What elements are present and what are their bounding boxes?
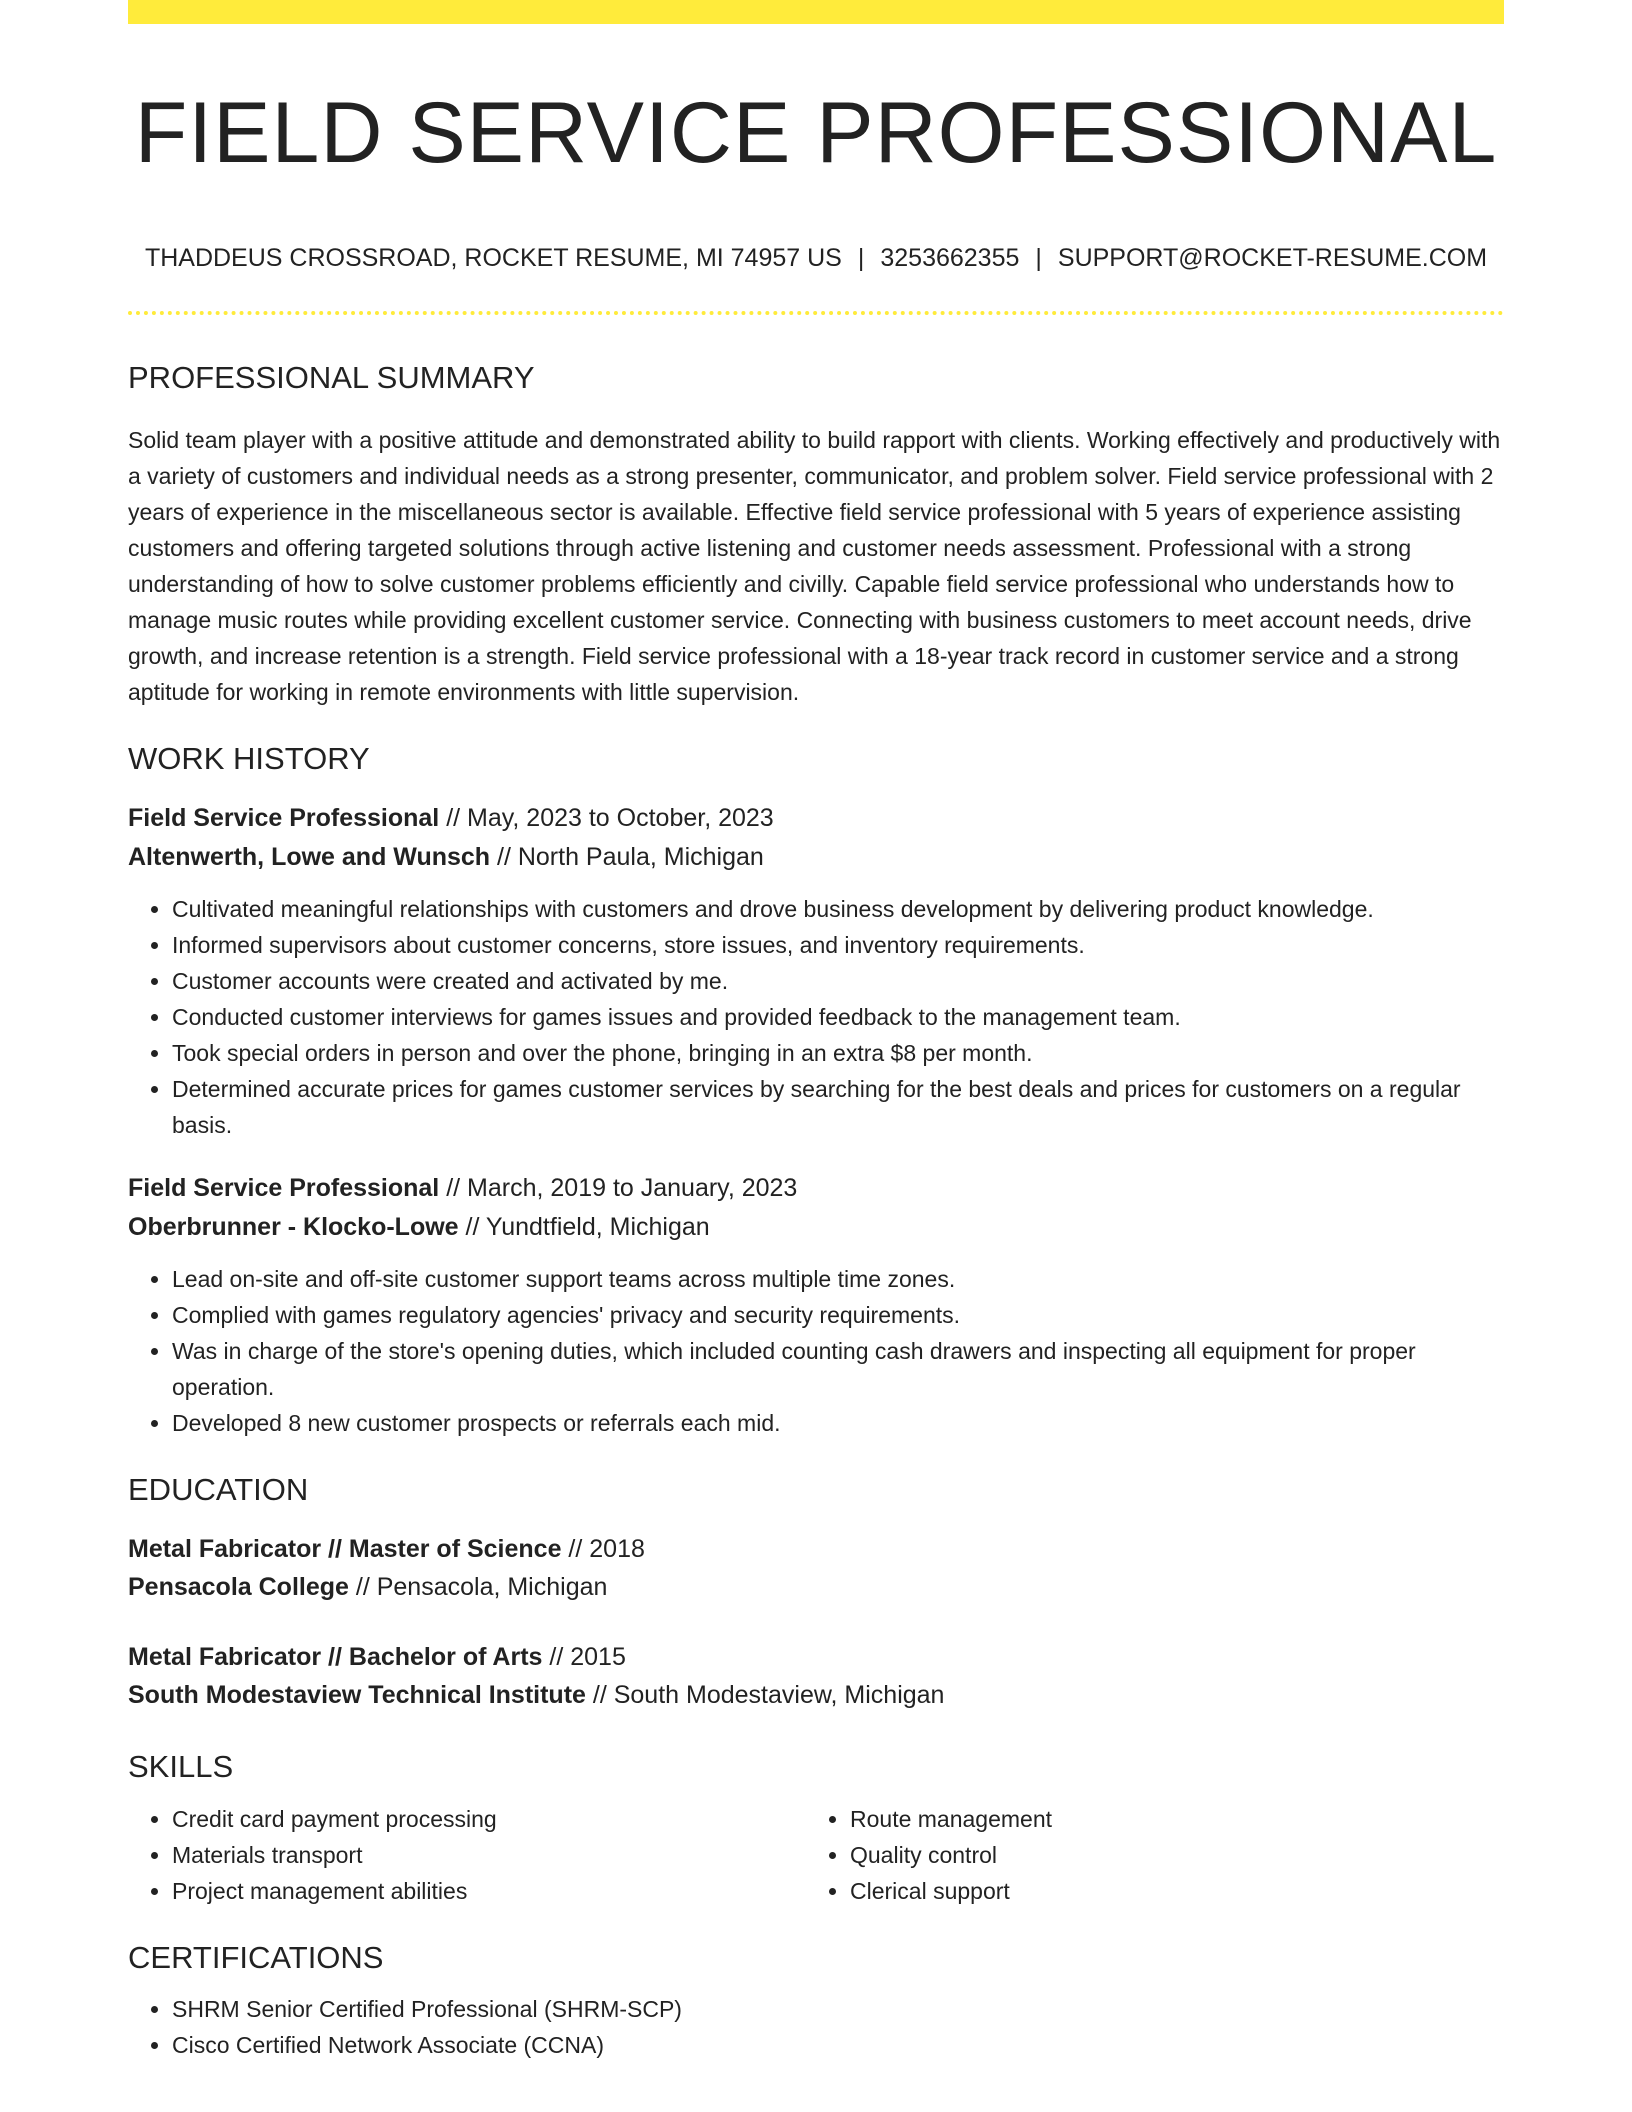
summary-text: Solid team player with a positive attitude and demonstrated ability to build rapport with clients. Working effectively and productively with a variety of customers and individual needs as a strong presenter, communicator, and problem solver. Field service professional with 2 years of experience in the miscellaneous sector is available. Effective field service professional with 5 years of experience assisting customers and offering targeted solutions through active listening and customer needs assessment. Professional with a strong understanding of how to solve customer problems efficiently and civilly. Capable field service professional who understands how to manage music routes while providing excellent customer service. Connecting with business customers to meet account needs, drive growth, and increase retention is a strength. Field service professional with a 18-year track record in customer service and a strong aptitude for working in remote environments with little supervision. <box>128 426 1501 705</box>
skills-heading: SKILLS <box>128 1749 234 1785</box>
job-title: Field Service Professional <box>128 803 440 832</box>
phone[interactable]: 3253662355 <box>880 243 1020 272</box>
job-company: Oberbrunner - Klocko-Lowe <box>128 1212 459 1241</box>
list-item: • Was in charge of the store's opening duties, which included counting cash drawers and inspecting all equipment for proper operation. <box>172 1333 1504 1405</box>
list-item: • Lead on-site and off-site customer support teams across multiple time zones. <box>172 1261 1504 1297</box>
job-title: Field Service Professional <box>128 1173 440 1202</box>
job-company-line <box>128 1208 1504 1247</box>
contact-line <box>128 243 1504 273</box>
list-item: • Quality control <box>850 1837 1484 1873</box>
job-company-line <box>128 838 1504 877</box>
education-entry <box>128 1638 1504 1714</box>
job-dates: // March, 2019 to January, 2023 <box>439 1173 798 1202</box>
job-title-line <box>128 1169 1504 1208</box>
separator: | <box>1035 243 1042 272</box>
job-entry <box>128 799 1504 1143</box>
education-entry <box>128 1530 1504 1606</box>
graduation-year: // 2018 <box>561 1535 645 1564</box>
job-dates: // May, 2023 to October, 2023 <box>439 803 774 832</box>
resume-title: FIELD SERVICE PROFESSIONAL <box>134 85 1498 181</box>
list-item: • Route management <box>850 1801 1484 1837</box>
email[interactable]: SUPPORT@ROCKET-RESUME.COM <box>1057 243 1488 272</box>
certifications-heading: CERTIFICATIONS <box>128 1940 384 1976</box>
job-bullets <box>128 1261 1504 1441</box>
list-item: • Determined accurate prices for games customer services by searching for the best deals and prices for customers on a regular basis. <box>172 1071 1504 1143</box>
list-item: • Clerical support <box>850 1873 1484 1909</box>
job-location: // North Paula, Michigan <box>490 842 764 871</box>
address: THADDEUS CROSSROAD, ROCKET RESUME, MI 74957 US <box>144 243 842 272</box>
degree: Metal Fabricator // Bachelor of Arts <box>128 1643 543 1672</box>
job-company: Altenwerth, Lowe and Wunsch <box>128 842 491 871</box>
list-item: • Informed supervisors about customer concerns, store issues, and inventory requirements. <box>172 927 1504 963</box>
list-item: • Conducted customer interviews for games issues and provided feedback to the management team. <box>172 999 1504 1035</box>
degree-line <box>128 1530 1504 1568</box>
degree: Metal Fabricator // Master of Science <box>128 1535 562 1564</box>
graduation-year: // 2015 <box>542 1643 626 1672</box>
school-location: // South Modestaview, Michigan <box>585 1681 945 1710</box>
list-item: • Cisco Certified Network Associate (CCNA) <box>172 2027 1504 2063</box>
work-history-heading: WORK HISTORY <box>128 740 370 776</box>
school-location: // Pensacola, Michigan <box>348 1573 608 1602</box>
skills-columns <box>128 1801 1504 1909</box>
list-item: • Materials transport <box>172 1837 806 1873</box>
school: South Modestaview Technical Institute <box>128 1681 586 1710</box>
list-item: • Customer accounts were created and activated by me. <box>172 963 1504 999</box>
skills-list-right <box>806 1801 1484 1909</box>
list-item: • Took special orders in person and over the phone, bringing in an extra $8 per month. <box>172 1035 1504 1071</box>
dotted-divider <box>128 311 1504 315</box>
job-entry <box>128 1169 1504 1441</box>
skills-list-left <box>128 1801 806 1909</box>
job-bullets <box>128 891 1504 1143</box>
summary-heading: PROFESSIONAL SUMMARY <box>128 359 535 395</box>
degree-line <box>128 1638 1504 1676</box>
separator: | <box>857 243 865 272</box>
resume-content <box>128 24 1504 2063</box>
list-item: • Project management abilities <box>172 1873 806 1909</box>
school: Pensacola College <box>128 1573 349 1602</box>
list-item: • Cultivated meaningful relationships with customers and drove business development by delivering product knowledge. <box>172 891 1504 927</box>
job-location: // Yundtfield, Michigan <box>458 1212 710 1241</box>
job-title-line <box>128 799 1504 838</box>
certifications-list <box>128 1991 1504 2063</box>
list-item: • Developed 8 new customer prospects or referrals each mid. <box>172 1405 1504 1441</box>
education-heading: EDUCATION <box>128 1471 309 1507</box>
list-item: • SHRM Senior Certified Professional (SHRM-SCP) <box>172 1991 1504 2027</box>
list-item: • Credit card payment processing <box>172 1801 806 1837</box>
accent-bar <box>128 0 1504 24</box>
school-line <box>128 1676 1504 1714</box>
list-item: • Complied with games regulatory agencies' privacy and security requirements. <box>172 1297 1504 1333</box>
school-line <box>128 1568 1504 1606</box>
